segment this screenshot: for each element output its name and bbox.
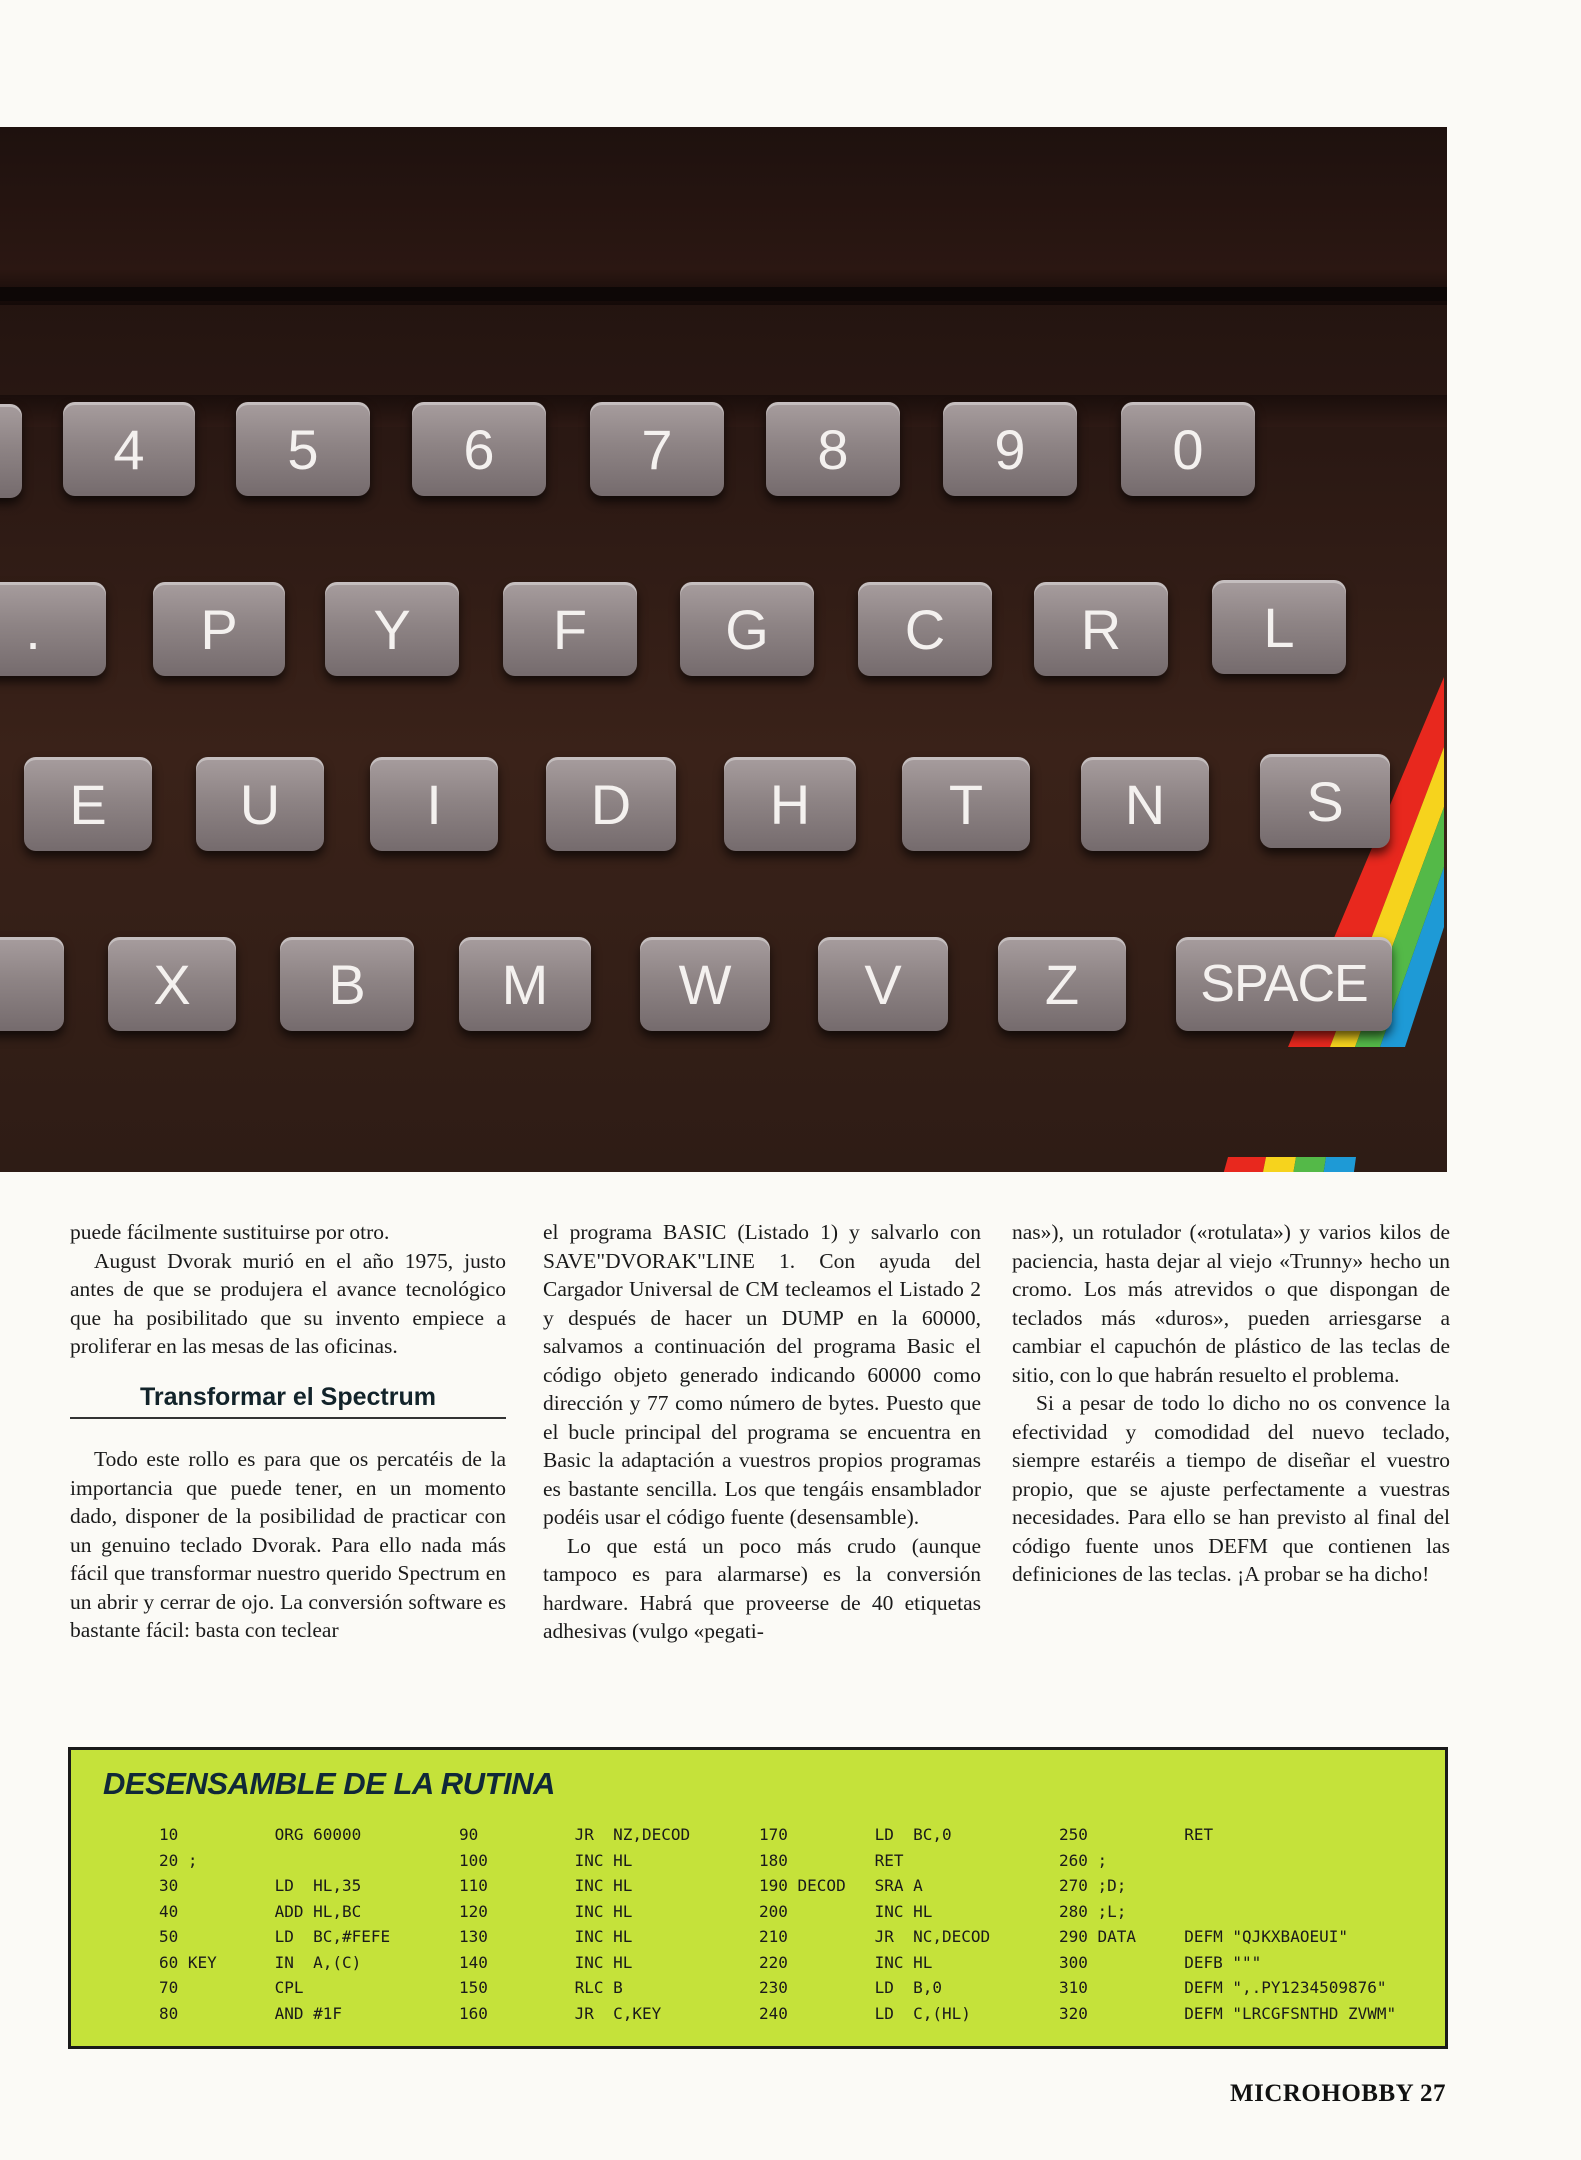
- listing-title: DESENSAMBLE DE LA RUTINA: [103, 1766, 555, 1801]
- paragraph: puede fácilmente sustituirse por otro.: [70, 1220, 390, 1244]
- key: .: [0, 582, 106, 676]
- key: T: [902, 757, 1030, 851]
- bezel-edge: [0, 287, 1447, 301]
- key: 8: [766, 402, 900, 496]
- key-space: SPACE: [1176, 937, 1392, 1031]
- key: W: [640, 937, 770, 1031]
- key: Y: [325, 582, 459, 676]
- stripe-red: [1192, 1157, 1266, 1172]
- key: G: [680, 582, 814, 676]
- key: C: [858, 582, 992, 676]
- keyboard-photo: [0, 127, 1447, 1172]
- key: U: [196, 757, 324, 851]
- key: E: [24, 757, 152, 851]
- section-heading: Transformar el Spectrum: [70, 1383, 506, 1420]
- key: 6: [412, 402, 546, 496]
- key: D: [546, 757, 676, 851]
- key-partial: [0, 937, 64, 1031]
- page-number: 27: [1420, 2080, 1446, 2107]
- key: B: [280, 937, 414, 1031]
- paragraph: Todo este rollo es para que os percatéis de la importancia que puede tener, en un momento dado, disponer de la posibilidad de practicar con un genuino teclado Dvorak. Para ello nada más fácil que transformar nuestro querido Spectrum en un abrir y cerrar de ojo. La conversión software es bastante fácil: basta con teclear: [70, 1447, 506, 1642]
- spectrum-rainbow-stripes: [1140, 547, 1447, 1172]
- paragraph: el programa BASIC (Listado 1) y salvarlo con SAVE"DVORAK"LINE 1. Con ayuda del Cargador Universal de CM tecleamos el Listado 2 y después de hacer un DUMP en la 60000, salvamos a continuación del programa Basic el código objeto generado indicando 60000 como dirección y 77 como número de bytes. Puesto que el bucle principal del programa se encuentra en Basic la adaptación a vuestros propios programas es bastante sencilla. Los que tengáis ensamblador podéis usar el código fuente (desensamble).: [543, 1220, 981, 1529]
- article-column-2: [543, 1218, 981, 1646]
- listing-column-1: 10 ORG 60000 20 ; 30 LD HL,35 40 ADD HL,BC 50 LD BC,#FEFE 60 KEY IN A,(C) 70 CPL 80 AND #1F: [159, 1825, 391, 2023]
- key: I: [370, 757, 498, 851]
- key: V: [818, 937, 948, 1031]
- key: M: [459, 937, 591, 1031]
- paragraph: August Dvorak murió en el año 1975, justo antes de que se produjera el avance tecnológico que ha posibilitado que su invento empiece a proliferar en las mesas de las oficinas.: [70, 1248, 506, 1358]
- page-footer: [1230, 2080, 1446, 2108]
- listing-column-2: 90 JR NZ,DECOD 100 INC HL 110 INC HL 120 INC HL 130 INC HL 140 INC HL 150 RLC B 160 JR C,KEY: [459, 1825, 691, 2023]
- paragraph: Lo que está un poco más crudo (aunque tampoco es para alarmarse) es la conversión hardware. Habrá que proveerse de 40 etiquetas adhesivas (vulgo «pegati-: [543, 1533, 981, 1643]
- paragraph: Si a pesar de todo lo dicho no os convence la efectividad y comodidad del nuevo teclado, siempre estaréis a tiempo de diseñar el vuestro propio, que se ajuste perfectamente a vuestras necesidades. Para ello se han previsto al final del código fuente unos DEFM que contienen las definiciones de las teclas. ¡A probar se ha dicho!: [1012, 1391, 1450, 1586]
- key: N: [1081, 757, 1209, 851]
- key: L: [1212, 580, 1346, 674]
- key: 5: [236, 402, 370, 496]
- key: F: [503, 582, 637, 676]
- key: S: [1260, 754, 1390, 848]
- key: 7: [590, 402, 724, 496]
- listing-column-3: 170 LD BC,0 180 RET 190 DECOD SRA A 200 INC HL 210 JR NC,DECOD 220 INC HL 230 LD B,0 240 LD C,(HL): [759, 1825, 991, 2023]
- listing-column-4: 250 RET 260 ; 270 ;D; 280 ;L; 290 DATA DEFM "QJKXBAOEUI" 300 DEFB """ 310 DEFM ",.PY1234509876" 320 DEFM "LRCGFSNTHD ZVWM": [1059, 1825, 1397, 2023]
- key: X: [108, 937, 236, 1031]
- key: 0: [1121, 402, 1255, 496]
- key: Z: [998, 937, 1126, 1031]
- key-partial: [0, 404, 22, 498]
- key: H: [724, 757, 856, 851]
- keyboard-bezel: [0, 127, 1447, 305]
- article-column-1: [70, 1218, 506, 1645]
- key: 4: [63, 402, 195, 496]
- key: P: [153, 582, 285, 676]
- disassembly-listing-box: [68, 1747, 1448, 2049]
- article-column-3: [1012, 1218, 1450, 1589]
- magazine-name: MICROHOBBY: [1230, 2080, 1414, 2107]
- paragraph: nas»), un rotulador («rotulata») y varios kilos de paciencia, hasta dejar al viejo «Trunny» hecho un cromo. Los más atrevidos o que dispongan de teclados más «duros», pueden arriesgarse a cambiar el capuchón de plástico de las teclas de sitio, con lo que habrán resuelto el problema.: [1012, 1220, 1450, 1387]
- key: 9: [943, 402, 1077, 496]
- key: R: [1034, 582, 1168, 676]
